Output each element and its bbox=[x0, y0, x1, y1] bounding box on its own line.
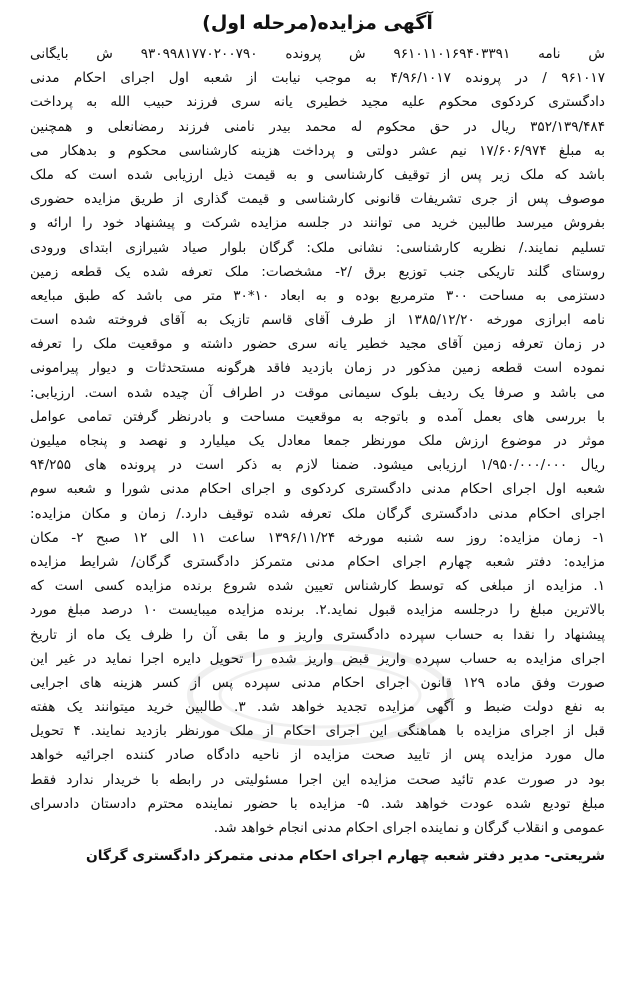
body-line: ۱. مزایده از مبلغی که توسط کارشناس تعیین شده شروع برنده مزایده کسی است که bbox=[30, 578, 605, 595]
body-line: ش نامه ۹۶۱۰۱۱۰۱۶۹۴۰۳۳۹۱ ش پرونده ۹۳۰۹۹۸۱۷۷۰۲۰۰۷۹۰ ش بایگانی bbox=[30, 46, 605, 62]
body-line: به نفع دولت ضبط و آگهی مزایده تجدید خواهد شد. ۳. طالبین خرید میتوانند یک هفته bbox=[30, 699, 605, 716]
body-line: ۱- زمان مزایده: روز سه شنبه مورخه ۱۳۹۶/۱۱/۲۴ ساعت ۱۱ الی ۱۲ صبح ۲- مکان bbox=[30, 529, 605, 546]
notice-title: آگهی مزایده(مرحله اول) bbox=[202, 12, 433, 34]
body-line: به مبلغ ۱۷/۶۰۶/۹۷۴ نیم عشر دولتی و پرداخت هزینه کارشناسی محکوم و بدهکار می bbox=[30, 142, 605, 159]
body-line: دستزمی به مساحت ۳۰۰ مترمربع بوده و به ابعاد ۱۰*۳۰ متر می باشد که طبق مبایعه bbox=[30, 287, 605, 304]
body-line: موثر در موضوع ارزش ملک مورنظر جمعا معادل یک میلیارد و نهصد و پنجاه میلیون bbox=[30, 433, 605, 449]
body-line: روستای گلند تاریکی جنب توزیع برق /۲- مشخصات: ملک تعرفه شده یک قطعه زمین bbox=[30, 263, 605, 280]
notice-signature: شریعتی- مدیر دفتر شعبه چهارم اجرای احکام مدنی متمرکز دادگستری گرگان bbox=[86, 848, 605, 865]
body-line: بالاترین مبلغ را درجلسه مزایده قبول نماید.۲. برنده مزایده میبایست ۱۰ درصد مبلغ مورد bbox=[30, 602, 605, 619]
body-line: مزایده: دفتر شعبه چهارم اجرای احکام مدنی متمرکز دادگستری گرگان/ شرایط مزایده bbox=[30, 553, 605, 570]
body-line: پیشنهاد را نقدا به حساب سپرده دادگستری واریز و ما بقی آن را ظرف یک ماه از تاریخ bbox=[30, 626, 605, 643]
body-line: با بررسی های بعمل آمده و باتوجه به موقعیت مساحت و بادرنظر گرفتن تمامی عوامل bbox=[30, 408, 605, 425]
body-line: شعبه اول اجرای احکام مدنی دادگستری کردکوی و اجرای احکام مدنی شورا و شعبه سوم bbox=[30, 481, 605, 498]
body-line: بفروش میرسد طالبین خرید می توانند در جلسه مزایده شرکت و پیشنهاد خود را ارائه و bbox=[30, 215, 605, 232]
body-line: ریال ۱/۹۵۰/۰۰۰/۰۰۰ ارزیابی میشود. ضمنا لازم به ذکر است در پرونده های ۹۴/۲۵۵ bbox=[30, 457, 605, 474]
body-line: اجرای احکام مدنی دادگستری گرگان ملک تعرفه شده توقیف دارد./ زمان و مکان مزایده: bbox=[30, 505, 605, 522]
body-line: در زمان تعرفه زمین آقای مجید خطیر یانه سری حضور داشته و موقعیت ملک را تعرفه bbox=[30, 336, 605, 353]
body-line: بود در صورت عدم تائید صحت مزایده این اجرا مسئولیتی در رابطه با خریدار ندارد فقط bbox=[30, 771, 605, 788]
body-line: ۹۶۱۰۱۷ / در پرونده ۴/۹۶/۱۰۱۷ به موجب نیابت از شعبه اول اجرای احکام مدنی bbox=[30, 70, 605, 87]
body-line: عمومی و انقلاب گرگان و نماینده اجرای احکام مدنی انجام خواهد شد. bbox=[213, 820, 605, 836]
body-line: ۳۵۲/۱۳۹/۴۸۴ ریال در حق محکوم له محمد بیدر نامنی فرزند رمضانعلی و همچنین bbox=[30, 118, 605, 135]
body-line: مبلغ تودیع شده عودت خواهد شد. ۵- مزایده با حضور نماینده محترم دادستان دادسرای bbox=[30, 795, 605, 812]
body-line: می باشد و صرفا یک ردیف بلوک سیمانی موقت در اطراف آن چیده شده است. ارزیابی: bbox=[30, 384, 605, 401]
body-line: قبل از اجرای مزایده با هماهنگی این اجرای احکام از ملک مورنظر بازدید نمایند. ۴ تحویل bbox=[30, 723, 605, 740]
body-line: نامه ابرازی مورخه ۱۳۸۵/۱۲/۲۰ از طرف آقای قاسم تازیک به آقای فروخته شده است bbox=[30, 312, 605, 329]
body-line: تسلیم نمایند./ نظریه کارشناسی: نشانی ملک: گرگان بلوار صیاد شیرازی ابتدای ورودی bbox=[30, 239, 605, 256]
body-line: مال مورد مزایده پس از تایید صحت مزایده از ناحیه دادگاه صادر کننده اجرائیه خواهد bbox=[30, 747, 605, 764]
notice-body bbox=[30, 42, 605, 840]
body-line: صورت وفق ماده ۱۲۹ قانون اجرای احکام مدنی سپرده پس از کسر هزینه های اجرایی bbox=[30, 674, 605, 691]
body-line: باشد که ملک زیر پس از توقیف کارشناسی و به قیمت ذیل ارزیابی شده است که ملک bbox=[30, 166, 605, 183]
body-line: دادگستری کردکوی محکوم علیه مجید خطیری یانه سری فرزند حبیب الله به پرداخت bbox=[30, 94, 605, 111]
body-line: نموده است قطعه زمین مذکور در زمان بازدید فاقد هرگونه مستحدثات و دیوار پیرامونی bbox=[30, 360, 605, 377]
body-line: اجرای مزایده به حساب سپرده واریز قبض واریز شده را تحویل دایره اجرا نماید در غیر این bbox=[30, 650, 605, 667]
body-line: موصوف پس از جری تشریفات قانونی کارشناسی و قیمت گذاری از طریق مزایده حضوری bbox=[30, 191, 605, 208]
